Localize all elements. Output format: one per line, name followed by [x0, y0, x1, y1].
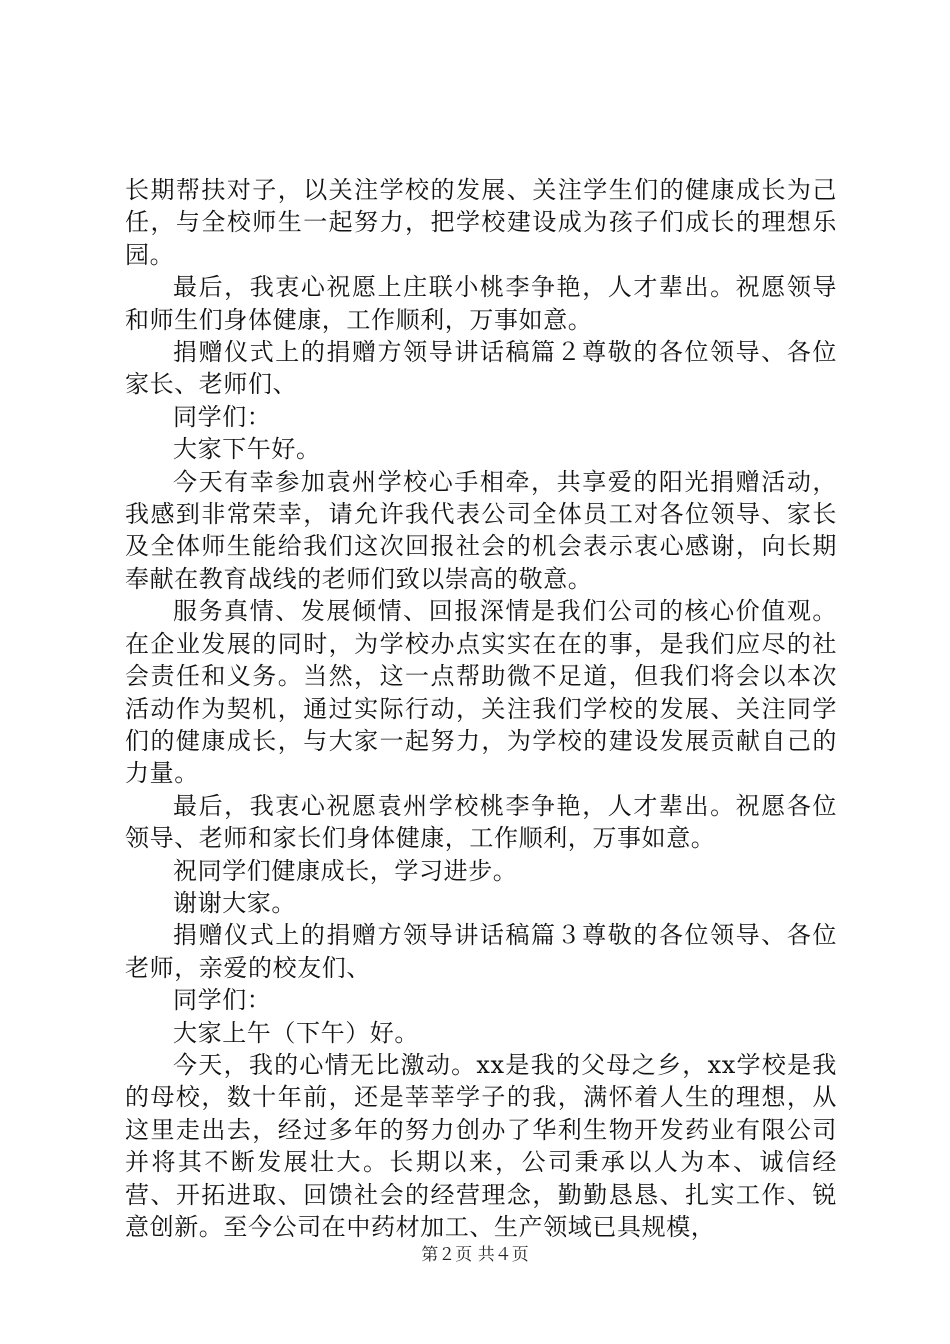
document-body: [125, 174, 837, 1243]
paragraph: 大家下午好。: [173, 435, 321, 464]
paragraph: 谢谢大家。: [173, 888, 296, 917]
paragraph: 最后，我衷心祝愿上庄联小桃李争艳，人才辈出。祝愿领导和师生们身体健康，工作顺利，万事如意。: [125, 273, 837, 334]
paragraph: 同学们：: [173, 402, 272, 431]
paragraph: 长期帮扶对子，以关注学校的发展、关注学生们的健康成长为己任，与全校师生一起努力，把学校建设成为孩子们成长的理想乐园。: [125, 176, 837, 269]
paragraph: 今天，我的心情无比激动。xx是我的父母之乡，xx学校是我的母校，数十年前，还是莘莘学子的我，满怀着人生的理想，从这里走出去，经过多年的努力创办了华利生物开发药业有限公司并将其不断发展壮大。长期以来，公司秉承以人为本、诚信经营、开拓进取、回馈社会的经营理念，勤勤恳恳、扎实工作、锐意创新。至今公司在中药材加工、生产领域已具规模，: [125, 1050, 837, 1241]
paragraph: 同学们：: [173, 986, 272, 1015]
page-number-footer: 第２页 共４页: [421, 1245, 529, 1265]
paragraph: 祝同学们健康成长，学习进步。: [173, 856, 518, 885]
paragraph: 今天有幸参加袁州学校心手相牵，共享爱的阳光捐赠活动，我感到非常荣幸，请允许我代表公司全体员工对各位领导、家长及全体师生能给我们这次回报社会的机会表示衷心感谢，向长期奉献在教育战线的老师们致以崇高的敬意。: [125, 467, 837, 593]
section-heading-paragraph: 捐赠仪式上的捐赠方领导讲话稿篇３尊敬的各位领导、各位老师，亲爱的校友们、: [125, 921, 837, 982]
paragraph: 服务真情、发展倾情、回报深情是我们公司的核心价值观。在企业发展的同时，为学校办点实实在在的事，是我们应尽的社会责任和义务。当然，这一点帮助微不足道，但我们将会以本次活动作为契机，通过实际行动，关注我们学校的发展、关注同学们的健康成长，与大家一起努力，为学校的建设发展贡献自己的力量。: [125, 597, 837, 788]
section-heading-paragraph: 捐赠仪式上的捐赠方领导讲话稿篇２尊敬的各位领导、各位家长、老师们、: [125, 338, 837, 399]
paragraph: 最后，我衷心祝愿袁州学校桃李争艳，人才辈出。祝愿各位领导、老师和家长们身体健康，工作顺利，万事如意。: [125, 791, 837, 853]
paragraph: 大家上午（下午）好。: [173, 1018, 419, 1047]
